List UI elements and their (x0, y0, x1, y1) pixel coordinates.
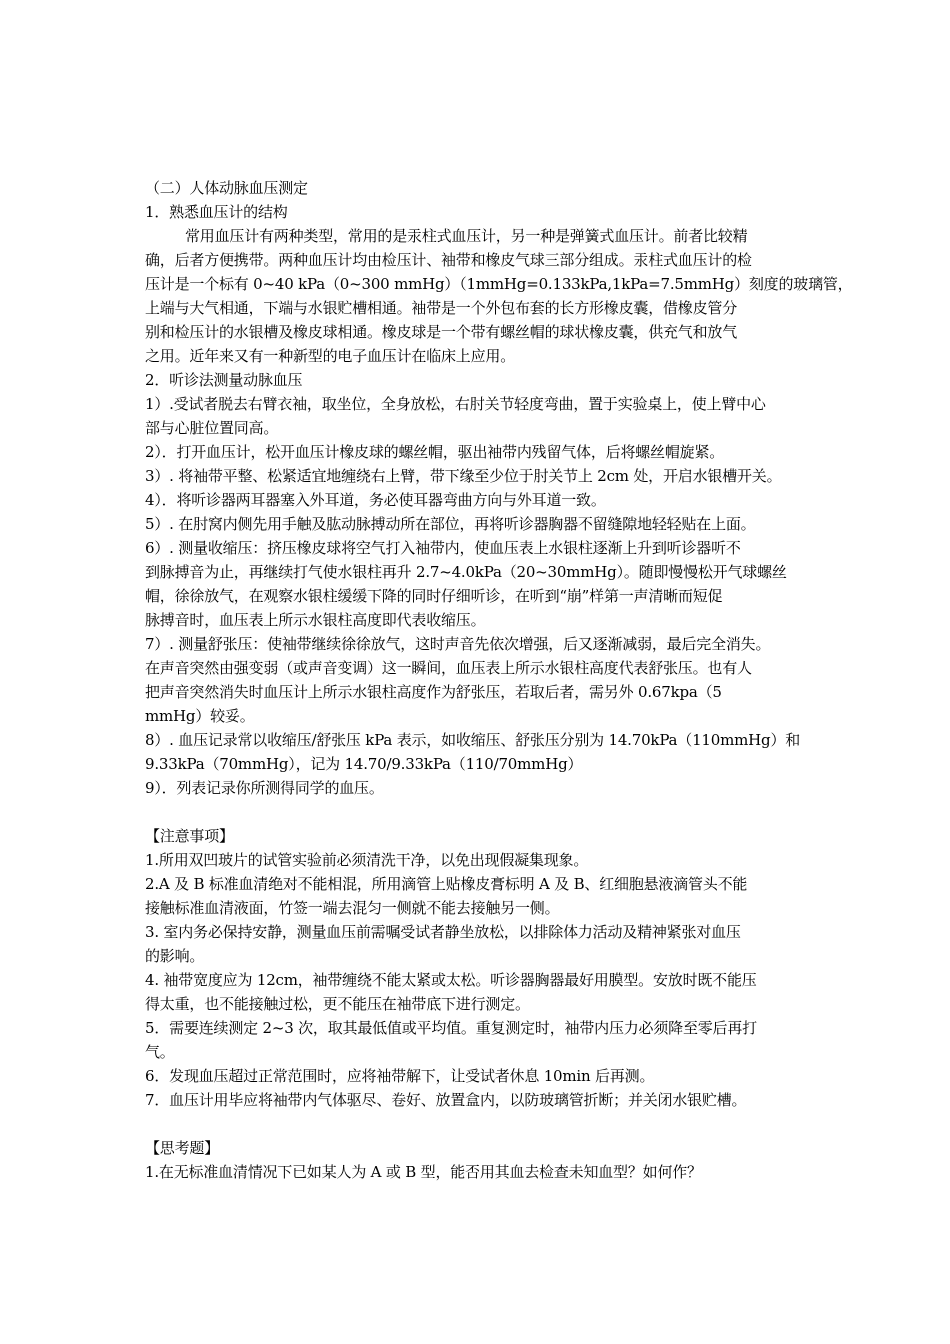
paragraph-line: 上端与大气相通，下端与水银贮槽相通。袖带是一个外包布套的长方形橡皮囊，借橡皮管分 (145, 299, 738, 317)
paragraph-line: 压计是一个标有 0~40 kPa（0~300 mmHg）（1mmHg=0.133kPa,1kPa=7.5mmHg）刻度的玻璃管， (145, 275, 853, 293)
note-line: 接触标准血清液面，竹签一端去混匀一侧就不能去接触另一侧。 (145, 899, 560, 917)
question-line: 1.在无标准血清情况下已如某人为 A 或 B 型，能否用其血去检查未知血型？如何作？ (145, 1163, 702, 1181)
step-line: 把声音突然消失时血压计上所示水银柱高度作为舒张压，若取后者，需另外 0.67kpa（5 (145, 683, 722, 701)
step-line: 8）. 血压记录常以收缩压/舒张压 kPa 表示，如收缩压、舒张压分别为 14.70kPa（110mmHg）和 (145, 731, 801, 749)
step-line: 4）．将听诊器两耳器塞入外耳道，务必使耳器弯曲方向与外耳道一致。 (145, 491, 606, 509)
step-line: 2）．打开血压计，松开血压计橡皮球的螺丝帽，驱出袖带内残留气体，后将螺丝帽旋紧。 (145, 443, 725, 461)
paragraph-line: 常用血压计有两种类型，常用的是汞柱式血压计，另一种是弹簧式血压计。前者比较精 (185, 227, 748, 245)
step-line: 9）．列表记录你所测得同学的血压。 (145, 779, 384, 797)
note-line: 6．发现血压超过正常范围时，应将袖带解下，让受试者休息 10min 后再测。 (145, 1067, 655, 1085)
note-line: 5．需要连续测定 2~3 次，取其最低值或平均值。重复测定时，袖带内压力必须降至零后再打 (145, 1019, 757, 1037)
note-line: 的影响。 (145, 947, 205, 965)
step-line: 6）. 测量收缩压：挤压橡皮球将空气打入袖带内，使血压表上水银柱逐渐上升到听诊器听不 (145, 539, 741, 557)
paragraph-line: 确，后者方便携带。两种血压计均由检压计、袖带和橡皮气球三部分组成。汞柱式血压计的检 (145, 251, 752, 269)
step-line: 7）. 测量舒张压：使袖带继续徐徐放气，这时声音先依次增强，后又逐渐减弱，最后完全消失。 (145, 635, 771, 653)
note-line: 得太重，也不能接触过松，更不能压在袖带底下进行测定。 (145, 995, 530, 1013)
note-line: 7．血压计用毕应将袖带内气体驱尽、卷好、放置盒内，以防玻璃管折断；并关闭水银贮槽。 (145, 1091, 747, 1109)
note-line: 2.A 及 B 标准血清绝对不能相混，所用滴管上贴橡皮膏标明 A 及 B、红细胞悬液滴管头不能 (145, 875, 748, 893)
note-line: 4. 袖带宽度应为 12cm，袖带缠绕不能太紧或太松。听诊器胸器最好用膜型。安放时既不能压 (145, 971, 757, 989)
step-line: 在声音突然由强变弱（或声音变调）这一瞬间，血压表上所示水银柱高度代表舒张压。也有人 (145, 659, 752, 677)
heading-structure: 1．熟悉血压计的结构 (145, 203, 288, 221)
heading-auscultation: 2．听诊法测量动脉血压 (145, 371, 303, 389)
paragraph-line: 之用。近年来又有一种新型的电子血压计在临床上应用。 (145, 347, 516, 365)
step-line: 到脉搏音为止，再继续打气使水银柱再升 2.7~4.0kPa（20~30mmHg）。随即慢慢松开气球螺丝 (145, 563, 787, 581)
note-line: 3. 室内务必保持安静，测量血压前需嘱受试者静坐放松，以排除体力活动及精神紧张对血压 (145, 923, 741, 941)
note-line: 气。 (145, 1043, 175, 1061)
step-line: 1）.受试者脱去右臂衣袖，取坐位，全身放松，右肘关节轻度弯曲，置于实验桌上，使上臂中心 (145, 395, 766, 413)
step-line: mmHg）较妥。 (145, 707, 255, 725)
paragraph-line: 别和检压计的水银槽及橡皮球相通。橡皮球是一个带有螺丝帽的球状橡皮囊，供充气和放气 (145, 323, 738, 341)
heading-questions: 【思考题】 (145, 1139, 220, 1157)
document-page (145, 176, 853, 1184)
blank-line (145, 1112, 825, 1136)
section-title: （二）人体动脉血压测定 (145, 179, 308, 197)
step-line: 3）. 将袖带平整、松紧适宜地缠绕右上臂，带下缘至少位于肘关节上 2cm 处，开启水银槽开关。 (145, 467, 782, 485)
step-line: 部与心脏位置同高。 (145, 419, 279, 437)
step-line: 5）. 在肘窝内侧先用手触及肱动脉搏动所在部位，再将听诊器胸器不留缝隙地轻轻贴在上面。 (145, 515, 756, 533)
heading-notes: 【注意事项】 (145, 827, 234, 845)
step-line: 9.33kPa（70mmHg），记为 14.70/9.33kPa（110/70mmHg） (145, 755, 583, 773)
note-line: 1.所用双凹玻片的试管实验前必须清洗干净，以免出现假凝集现象。 (145, 851, 589, 869)
blank-line (145, 800, 825, 824)
step-line: 脉搏音时，血压表上所示水银柱高度即代表收缩压。 (145, 611, 486, 629)
step-line: 帽，徐徐放气，在观察水银柱缓缓下降的同时仔细听诊，在听到“崩”样第一声清晰而短促 (145, 587, 723, 605)
